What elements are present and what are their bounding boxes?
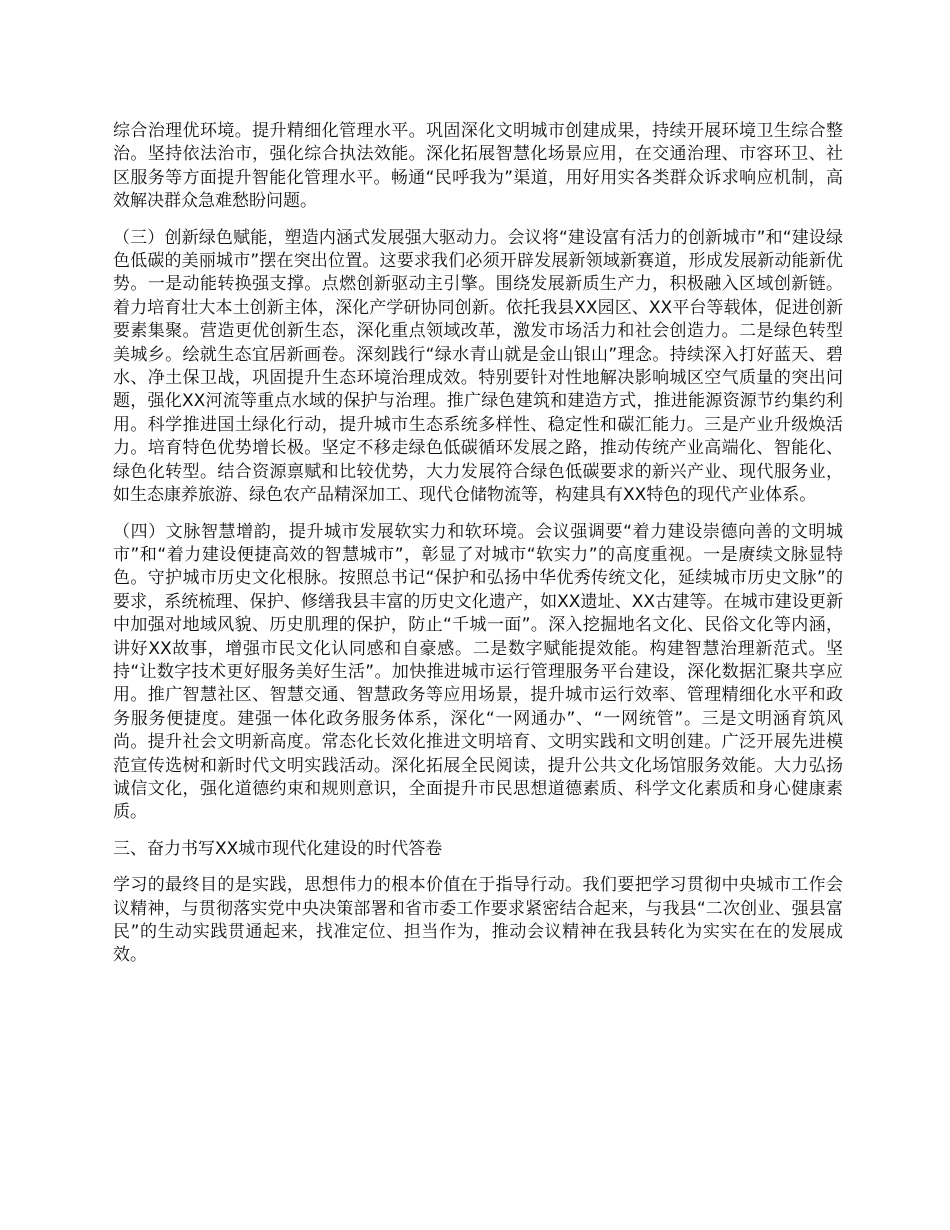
paragraph-closing: 学习的最终目的是实践，思想伟力的根本价值在于指导行动。我们要把学习贯彻中央城市工作会议精神，与贯彻落实党中央决策部署和省市委工作要求紧密结合起来，与我县“二次创业、强县富民”的生动实践贯通起来，找准定位、担当作为，推动会议精神在我县转化为实实在在的发展成效。 [113, 875, 843, 966]
section-heading: 三、奋力书写XX城市现代化建设的时代答卷 [113, 838, 443, 859]
paragraph-governance: 综合治理优环境。提升精细化管理水平。巩固深化文明城市创建成果，持续开展环境卫生综合整治。坚持依法治市，强化综合执法效能。深化拓展智慧化场景应用，在交通治理、市容环卫、社区服务等方面提升智能化管理水平。畅通“民呼我为”渠道，用好用实各类群众诉求响应机制，高效解决群众急难愁盼问题。 [113, 121, 843, 212]
paragraph-innovation-green: （三）创新绿色赋能，塑造内涵式发展强大驱动力。会议将“建设富有活力的创新城市”和“建设绿色低碳的美丽城市”摆在突出位置。这要求我们必须开辟发展新领域新赛道，形成发展新动能新优势。一是动能转换强支撑。点燃创新驱动主引擎。围绕发展新质生产力，积极融入区域创新链。着力培育壮大本土创新主体，深化产学研协同创新。依托我县XX园区、XX平台等载体，促进创新要素集聚。营造更优创新生态，深化重点领域改革，激发市场活力和社会创造力。二是绿色转型美城乡。绘就生态宜居新画卷。深刻践行“绿水青山就是金山银山”理念。持续深入打好蓝天、碧水、净土保卫战，巩固提升生态环境治理成效。特别要针对性地解决影响城区空气质量的突出问题，强化XX河流等重点水域的保护与治理。推广绿色建筑和建造方式，推进能源资源节约集约利用。科学推进国土绿化行动，提升城市生态系统多样性、稳定性和碳汇能力。三是产业升级焕活力。培育特色优势增长极。坚定不移走绿色低碳循环发展之路，推动传统产业高端化、智能化、绿色化转型。结合资源禀赋和比较优势，大力发展符合绿色低碳要求的新兴产业、现代服务业，如生态康养旅游、绿色农产品精深加工、现代仓储物流等，构建具有XX特色的现代产业体系。 [113, 227, 843, 506]
document-body [113, 120, 843, 981]
paragraph-culture-smart: （四）文脉智慧增韵，提升城市发展软实力和软环境。会议强调要“着力建设崇德向善的文明城市”和“着力建设便捷高效的智慧城市”，彰显了对城市“软实力”的高度重视。一是赓续文脉显特色。守护城市历史文化根脉。按照总书记“保护和弘扬中华优秀传统文化，延续城市历史文脉”的要求，系统梳理、保护、修缮我县丰富的历史文化遗产，如XX遗址、XX古建等。在城市建设更新中加强对地域风貌、历史肌理的保护，防止“千城一面”。深入挖掘地名文化、民俗文化等内涵，讲好XX故事，增强市民文化认同感和自豪感。二是数字赋能提效能。构建智慧治理新范式。坚持“让数字技术更好服务美好生活”。加快推进城市运行管理服务平台建设，深化数据汇聚共享应用。推广智慧社区、智慧交通、智慧政务等应用场景，提升城市运行效率、管理精细化水平和政务服务便捷度。建强一体化政务服务体系，深化“一网通办”、“一网统管”。三是文明涵育筑风尚。提升社会文明新高度。常态化长效化推进文明培育、文明实践和文明创建。广泛开展先进模范宣传选树和新时代文明实践活动。深化拓展全民阅读，提升公共文化场馆服务效能。大力弘扬诚信文化，强化道德约束和规则意识，全面提升市民思想道德素质、科学文化素质和身心健康素质。 [113, 521, 843, 823]
